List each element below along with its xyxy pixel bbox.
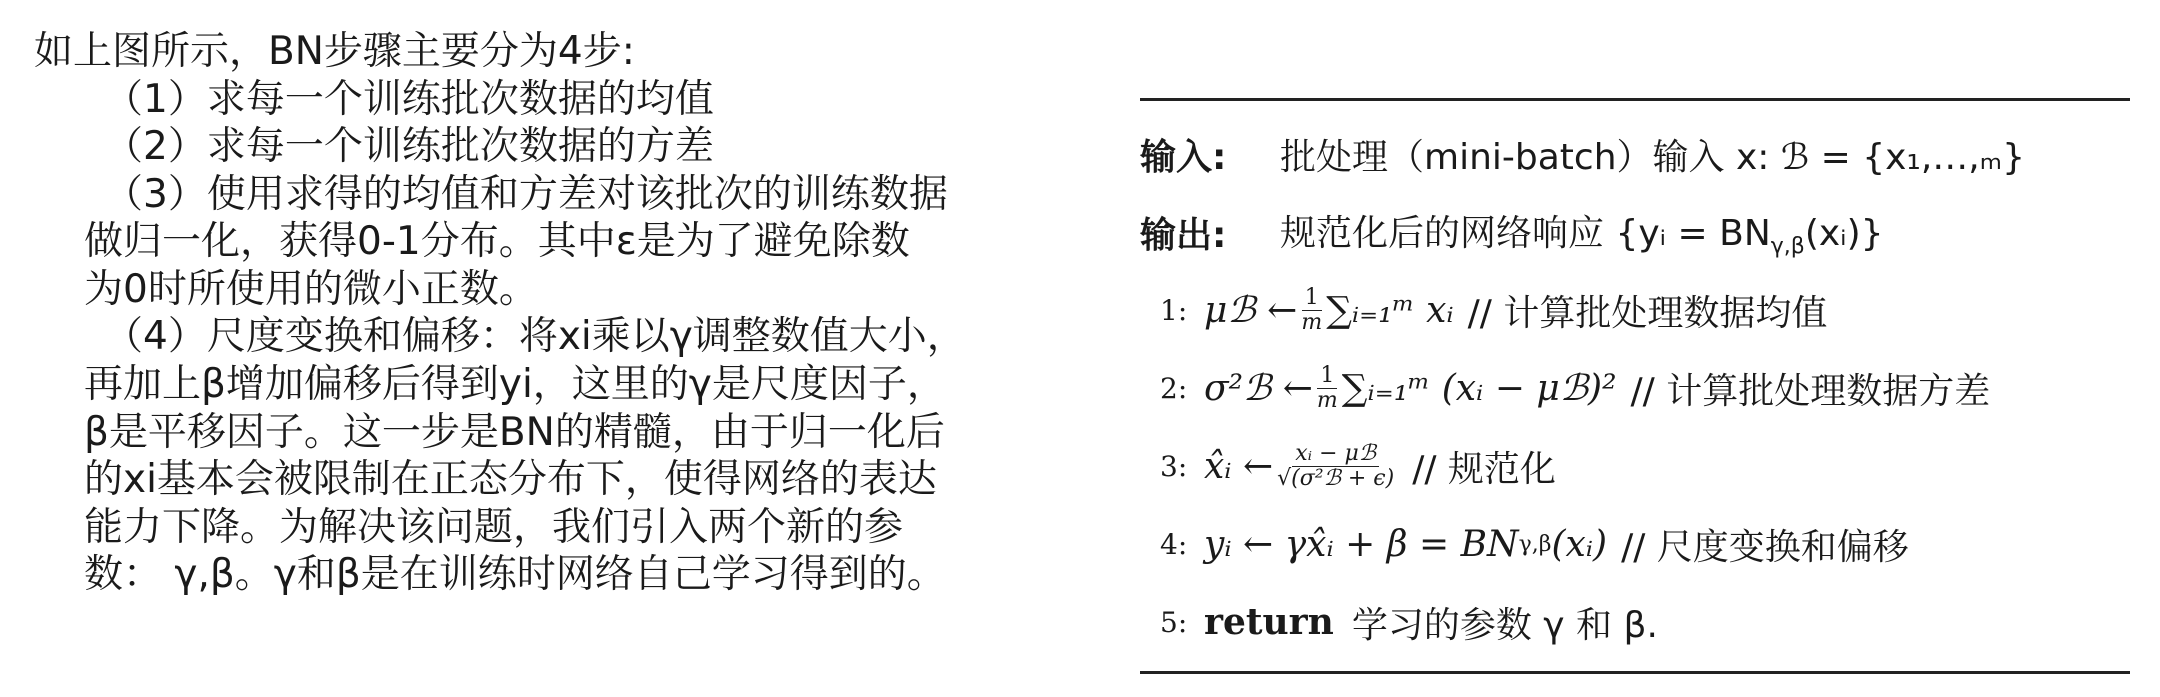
return-keyword: return [1204,601,1334,643]
intro-line: 如上图所示，BN步骤主要分为4步: [34,29,635,74]
fraction-numerator: 1 [1302,286,1322,310]
step-4-line-6: 数： γ,β。γ和β是在训练时网络自己学习得到的。 [84,552,946,598]
line-number: 4: [1160,527,1188,561]
line-number: 1: [1160,293,1188,327]
output-subscript: γ,β [1770,234,1805,260]
line-2-rhs: ∑ᵢ₌₁ᵐ (xᵢ − μℬ)² [1341,367,1617,409]
output-text-tail: (xᵢ)} [1804,212,1884,254]
line-3-comment: // 规范化 [1412,448,1556,490]
input-text: 批处理（mini-batch）输入 x: ℬ = {x₁,…,ₘ} [1280,136,2026,178]
explanation-text [34,28,1054,599]
bottom-rule [1140,671,2130,674]
step-3 [34,171,1054,314]
step-4-line-4: 的xi基本会被限制在正态分布下，使得网络的表达 [84,457,937,503]
algo-line-2 [1140,349,2135,427]
line-2-lhs: σ²ℬ ← [1204,367,1313,409]
line-1-comment: // 计算批处理数据均值 [1467,292,1828,334]
fraction-numerator: xᵢ − μℬ [1292,442,1379,466]
step-4-line-2: 再加上β增加偏移后得到yi，这里的γ是尺度因子， [84,362,946,408]
line-1-rhs: ∑ᵢ₌₁ᵐ xᵢ [1326,289,1454,331]
line-1-fraction [1301,286,1322,333]
step-1: （1）求每一个训练批次数据的均值 [104,76,714,122]
step-3-line-1: （3）使用求得的均值和方差对该批次的训练数据 [104,171,948,217]
algo-line-4 [1140,505,2135,583]
line-number: 5: [1160,605,1188,639]
line-4-lhs: yᵢ ← γx̂ᵢ + β = BN [1204,523,1519,565]
step-4-line-1: （4）尺度变换和偏移：将xi乘以γ调整数值大小， [104,314,966,360]
input-row [1140,115,2135,193]
bn-algorithm-box [1140,98,2135,674]
output-text-main: 规范化后的网络响应 {yᵢ = BN [1280,212,1771,254]
fraction-numerator: 1 [1317,364,1337,388]
algo-line-3 [1140,427,2135,505]
line-5-text: 学习的参数 γ 和 β. [1351,604,1658,646]
input-label: 输入: [1140,136,1227,178]
line-4-subscript: γ,β [1518,531,1552,557]
step-3-line-2: 做归一化，获得0-1分布。其中ε是为了避免除数 [84,219,910,265]
output-text [1280,205,1884,259]
line-3-fraction [1277,442,1394,489]
step-2: （2）求每一个训练批次数据的方差 [104,124,714,170]
line-4-comment: // 尺度变换和偏移 [1621,526,1909,568]
line-3-lhs: x̂ᵢ ← [1204,445,1274,487]
fraction-denominator: √(σ²ℬ + ϵ) [1277,465,1395,491]
line-number: 3: [1160,449,1188,483]
algo-line-1 [1140,271,2135,349]
step-4-line-5: 能力下降。为解决该问题，我们引入两个新的参 [84,504,904,550]
fraction-denominator: m [1316,387,1338,413]
top-rule [1140,98,2130,101]
line-2-fraction [1317,364,1338,411]
output-row [1140,193,2135,271]
step-4-line-3: β是平移因子。这一步是BN的精髓，由于归一化后 [84,409,945,455]
step-4 [34,313,1054,598]
algo-line-5 [1140,583,2135,661]
step-3-line-3: 为0时所使用的微小正数。 [84,266,538,312]
line-2-comment: // 计算批处理数据方差 [1630,370,1991,412]
line-number: 2: [1160,371,1188,405]
line-1-lhs: μℬ ← [1204,289,1298,331]
fraction-denominator: m [1301,309,1323,335]
line-4-tail: (xᵢ) [1551,523,1608,565]
output-label: 输出: [1140,214,1227,256]
